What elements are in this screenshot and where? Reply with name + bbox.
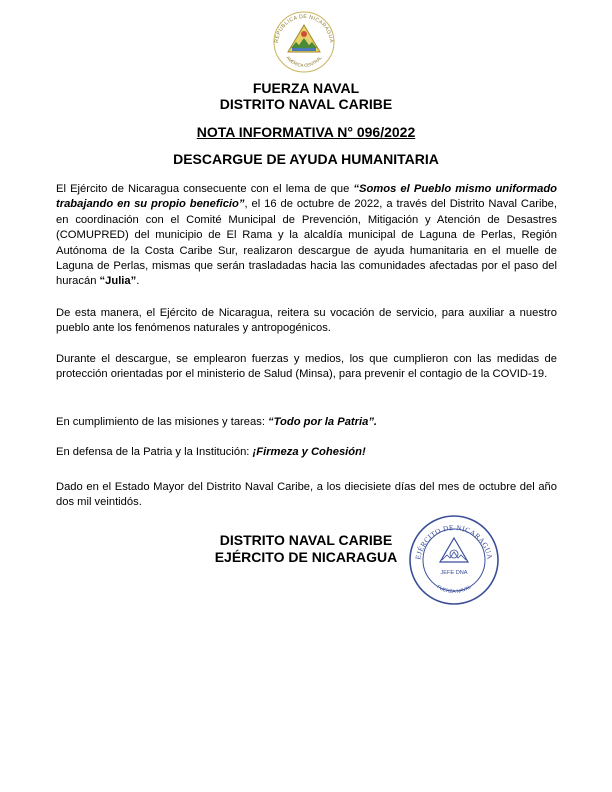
official-stamp — [406, 512, 502, 608]
stamp-role-text: JEFE DNA — [440, 570, 468, 576]
signature-line-2: EJÉRCITO DE NICARAGUA — [214, 549, 398, 565]
p1-motto: “Somos el Pueblo mismo uniformado trabajando en su propio beneficio” — [56, 183, 557, 211]
p5-motto: ¡Firmeza y Cohesión! — [252, 446, 366, 458]
p1-text-c: . — [136, 275, 140, 288]
p1-text-b: , el 16 de octubre de 2022, a través del Distrito Naval Caribe, en coordinación con el Comité Municipal de Prevención, Mitigación y Atención de Desastres (COMUPRED) del municipio de El Rama y la alcaldía municipal de Laguna de Perlas, Región Autónoma de la Costa Caribe Sur, realizaron descargue de ayuda humanitaria en el muelle de Laguna de Perlas, mismas que serán trasladadas hacia las comunidades afectadas por el paso del huracán — [56, 198, 557, 288]
p4-motto: “Todo por la Patria”. — [268, 416, 378, 428]
paragraph-3: Durante el descargue, se emplearon fuerzas y medios, los que cumplieron con las medidas de protección orientadas por el ministerio de Salud (Minsa), para prevenir el contagio de la COVID-19. — [56, 353, 557, 381]
header-distrito-naval: DISTRITO NAVAL CARIBE — [219, 96, 393, 112]
subject-title: DESCARGUE DE AYUDA HUMANITARIA — [173, 151, 439, 167]
svg-text:FUERZA NAVAL — [436, 584, 473, 595]
svg-text:AMÉRICA CENTRAL — [285, 55, 323, 68]
p1-text-a: El Ejército de Nicaragua consecuente con el lema de que — [56, 183, 354, 195]
header-fuerza-naval: FUERZA NAVAL — [252, 80, 360, 96]
signature-line-1: DISTRITO NAVAL CARIBE — [219, 532, 393, 548]
p5-text: En defensa de la Patria y la Institución: — [56, 446, 253, 458]
stamp-bottom-text: FUERZA NAVAL — [435, 584, 473, 596]
svg-text:EJÉRCITO DE NICARAGUA — [413, 523, 494, 561]
stamp-arc-text: EJÉRCITO DE NICARAGUA — [413, 522, 495, 561]
emblem-arc-text: REPÚBLICA DE NICARAGUA — [273, 13, 335, 44]
paragraph-1 — [56, 182, 557, 290]
p1-hurricane-name: “Julia” — [99, 275, 137, 288]
nicaragua-coat-of-arms — [268, 6, 340, 78]
p4-text: En cumplimiento de las misiones y tareas: — [56, 416, 269, 428]
paragraph-6: Dado en el Estado Mayor del Distrito Naval Caribe, a los diecisiete días del mes de octubre del año dos mil veintidós. — [56, 481, 557, 509]
note-number-title: NOTA INFORMATIVA N° 096/2022 — [196, 124, 416, 140]
paragraph-5 — [56, 445, 557, 460]
paragraph-2: De esta manera, el Ejército de Nicaragua, reitera su vocación de servicio, para auxiliar a nuestro pueblo ante los fenómenos naturales y antropogénicos. — [56, 307, 557, 335]
emblem-bottom-text: AMÉRICA CENTRAL — [285, 55, 323, 68]
paragraph-4 — [56, 415, 557, 430]
